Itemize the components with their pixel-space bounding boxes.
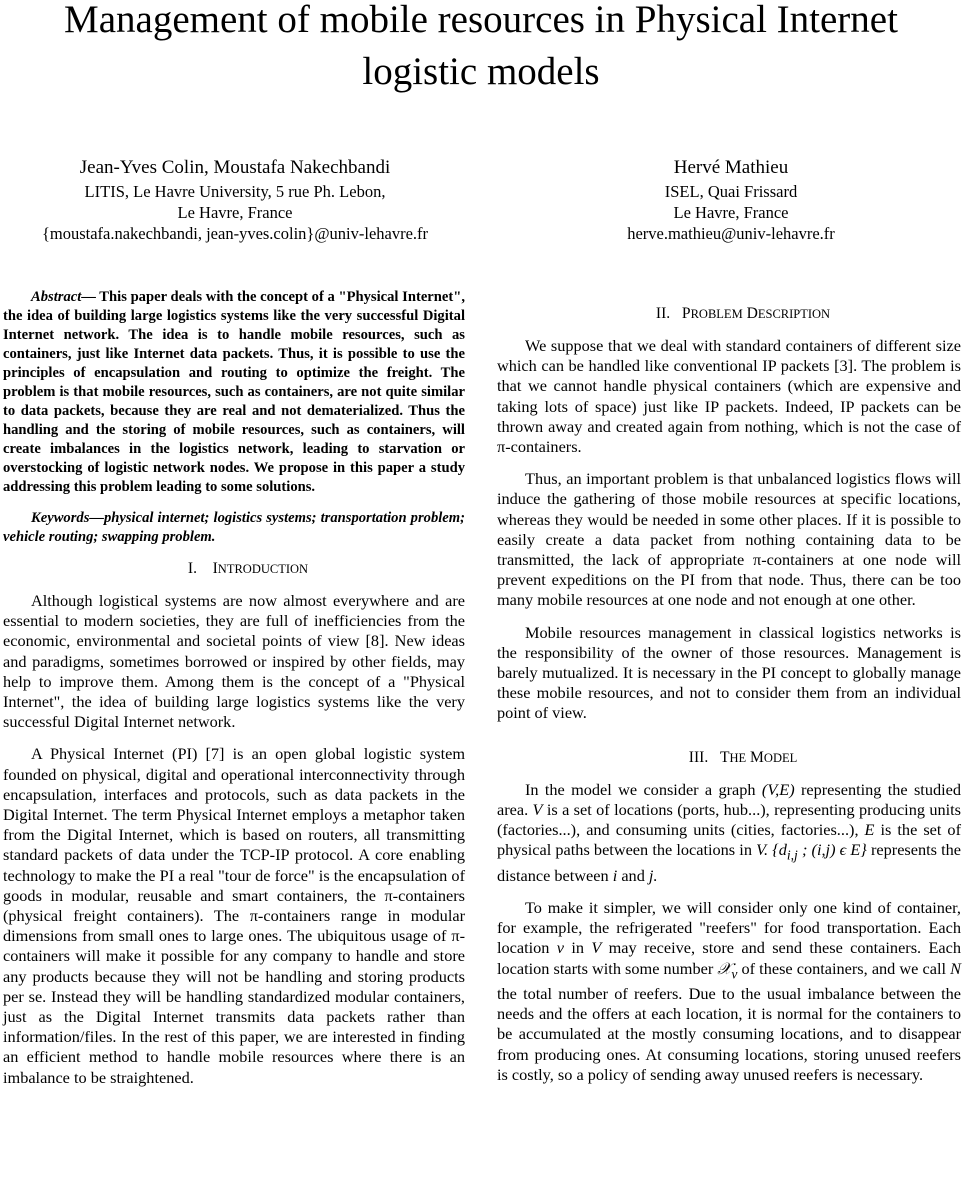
section-number: II. <box>655 305 671 322</box>
math-run: v <box>556 938 565 958</box>
text-run: represents the distance between <box>497 840 962 885</box>
math-run: i <box>612 865 618 885</box>
paragraph <box>497 898 961 1085</box>
left-column <box>3 288 465 1100</box>
section-title-rest: HE <box>729 750 747 765</box>
abstract <box>3 288 465 497</box>
paragraph: A Physical Internet (PI) [7] is an open global logistic system founded on physical, digital and operational interconnectivity through encapsulation, interfaces and protocols, such as data packets in the Digital Internet. The term Physical Internet employs a metaphor taken from the Digital Internet, which is based on routers, all transmitting standard packets of data under the TCP-IP protocol. A core enabling technology to make the PI a real "tour de force" is the encapsulation of goods in modular, reusable and smart containers, the π-containers (physical freight containers). The π-containers range in modular dimensions from small ones to large ones. The ubiquitous usage of π-containers will make it possible for any company to handle and store any products because they will not be handling and storing products per se. Instead they will be handling standardized modular containers, just as the Digital Internet transmits data packets rather than information/files. In the rest of this paper, we are interested in finding an efficient method to handle mobile resources where there is an imbalance to be straightened. <box>3 744 465 1087</box>
section-title-rest: ESCRIPTION <box>757 307 831 321</box>
keywords: Keywords—physical internet; logistics systems; transportation problem; vehicle routing; swapping problem. <box>3 510 465 545</box>
author-block-right <box>500 155 962 244</box>
abstract-text: — This paper deals with the concept of a "Physical Internet", the idea of building large logistics systems like the very successful Digital Internet network. The idea is to handle mobile resources, such as containers, just like Internet data packets. Thus, it is possible to use the principles of encapsulation and routing to optimize the freight. The problem is that mobile resources, such as containers, are not quite similar to data packets, because they are real and not dematerialized. Thus the handling and the storing of mobile resources, such as containers, will create imbalances in the logistics network, leading to starvation or overstocking of logistic network nodes. We propose in this paper a study addressing this problem leading to some solutions. <box>3 289 465 495</box>
author-email: herve.mathieu@univ-lehavre.fr <box>627 224 835 243</box>
author-names: Jean-Yves Colin, Moustafa Nakechbandi <box>79 157 391 178</box>
math-subscript: i,j <box>786 847 798 863</box>
text-run: In the model we consider a graph <box>525 779 762 799</box>
section-title-rest: ODEL <box>763 750 798 765</box>
author-city: Le Havre, France <box>673 203 789 222</box>
author-affiliation: ISEL, Quai Frissard <box>664 182 798 201</box>
section-heading-introduction <box>3 559 465 579</box>
math-run: V. {d <box>756 840 787 860</box>
section-number: I. <box>187 560 197 577</box>
section-title-initial: I <box>212 560 218 577</box>
author-city: Le Havre, France <box>177 203 293 222</box>
math-subscript: v <box>731 965 738 981</box>
author-block-left <box>0 155 470 244</box>
math-run: N <box>950 958 961 978</box>
math-run: ; (i,j) ϵ E} <box>797 840 867 860</box>
text-run: is a set of locations (ports, hub...), representing producing units (factories...), and consuming units (cities, factories...), <box>497 799 962 840</box>
text-run: To make it simpler, we will consider only one kind of container, for example, the refrigerated "reefers" for food transportation. Each location <box>497 897 961 958</box>
text-run: the total number of reefers. Due to the usual imbalance between the needs and the offers at each location, it is normal for the containers to be accumulated at the mostly consuming locations, and to disappear from producing ones. At consuming locations, storing unused reefers is costly, so a policy of sending away unused reefers is necessary. <box>497 983 961 1084</box>
title-line-1: Management of mobile resources in Physical Internet <box>64 0 898 41</box>
paragraph: We suppose that we deal with standard containers of different size which can be handled like conventional IP packets [3]. The problem is that we cannot handle physical containers (which are expensive and taking lots of space) just like IP packets. Indeed, IP packets can be thrown away and created again from nothing, which is not the case of π-containers. <box>497 336 961 457</box>
section-number: III. <box>688 748 709 766</box>
section-title-rest: ROBLEM <box>690 307 743 321</box>
math-run: j. <box>648 865 658 885</box>
section-title-initial: M <box>750 748 764 766</box>
paragraph: Mobile resources management in classical logistics networks is the responsibility of the owner of those resources. Management is barely mutualized. It is necessary in the PI concept to globally manage these mobile resources, and not to consider them from an individual point of view. <box>497 622 961 723</box>
text-run: in <box>564 938 592 958</box>
paragraph: Although logistical systems are now almost everywhere and are essential to modern societies, they are full of inefficiencies from the economic, environmental and societal points of view [8]. New ideas and paradigms, sometimes borrowed or inspired by other fields, may help to improve them. Among them is the concept of a "Physical Internet", the idea of building large logistics systems like the very successful Digital Internet network. <box>3 591 465 732</box>
text-run: may receive, store and send these containers. Each location starts with some number <box>497 938 961 978</box>
math-run: V <box>591 938 602 958</box>
paragraph: Thus, an important problem is that unbalanced logistics flows will induce the gathering of those mobile resources at specific locations, whereas they would be needed in some other places. If it is possible to easily create a data packet from nothing containing data to be transmitted, the lack of appropriate π-containers at one node will prevent expeditions on the PI from that node. Thus, there can be too many mobile resources at one node and not enough at one other. <box>497 469 961 610</box>
author-affiliation: LITIS, Le Havre University, 5 rue Ph. Lebon, <box>84 182 386 201</box>
title-line-2: logistic models <box>362 50 600 93</box>
math-run: (V,E) <box>761 779 795 799</box>
section-heading-model <box>497 748 961 768</box>
text-run: of these containers, and we call <box>737 958 951 978</box>
author-email: {moustafa.nakechbandi, jean-yves.colin}@univ-lehavre.fr <box>41 224 429 243</box>
section-title-initial: P <box>681 305 691 322</box>
math-run: 𝒳 <box>717 958 732 978</box>
section-title-initial: D <box>746 305 758 322</box>
math-run: E <box>864 820 875 840</box>
math-run: V <box>532 799 543 819</box>
section-title-rest: NTRODUCTION <box>217 562 309 576</box>
paragraph <box>497 780 961 886</box>
paper-title <box>0 0 962 98</box>
text-run: and <box>617 865 649 885</box>
author-names: Hervé Mathieu <box>673 157 789 178</box>
text-run: is the set of physical paths between the locations in <box>497 820 961 860</box>
text-run: representing the studied area. <box>497 779 962 819</box>
section-title-initial: T <box>719 748 730 766</box>
section-heading-problem <box>497 304 961 324</box>
abstract-label: Abstract <box>31 289 82 305</box>
right-column <box>497 304 961 1097</box>
